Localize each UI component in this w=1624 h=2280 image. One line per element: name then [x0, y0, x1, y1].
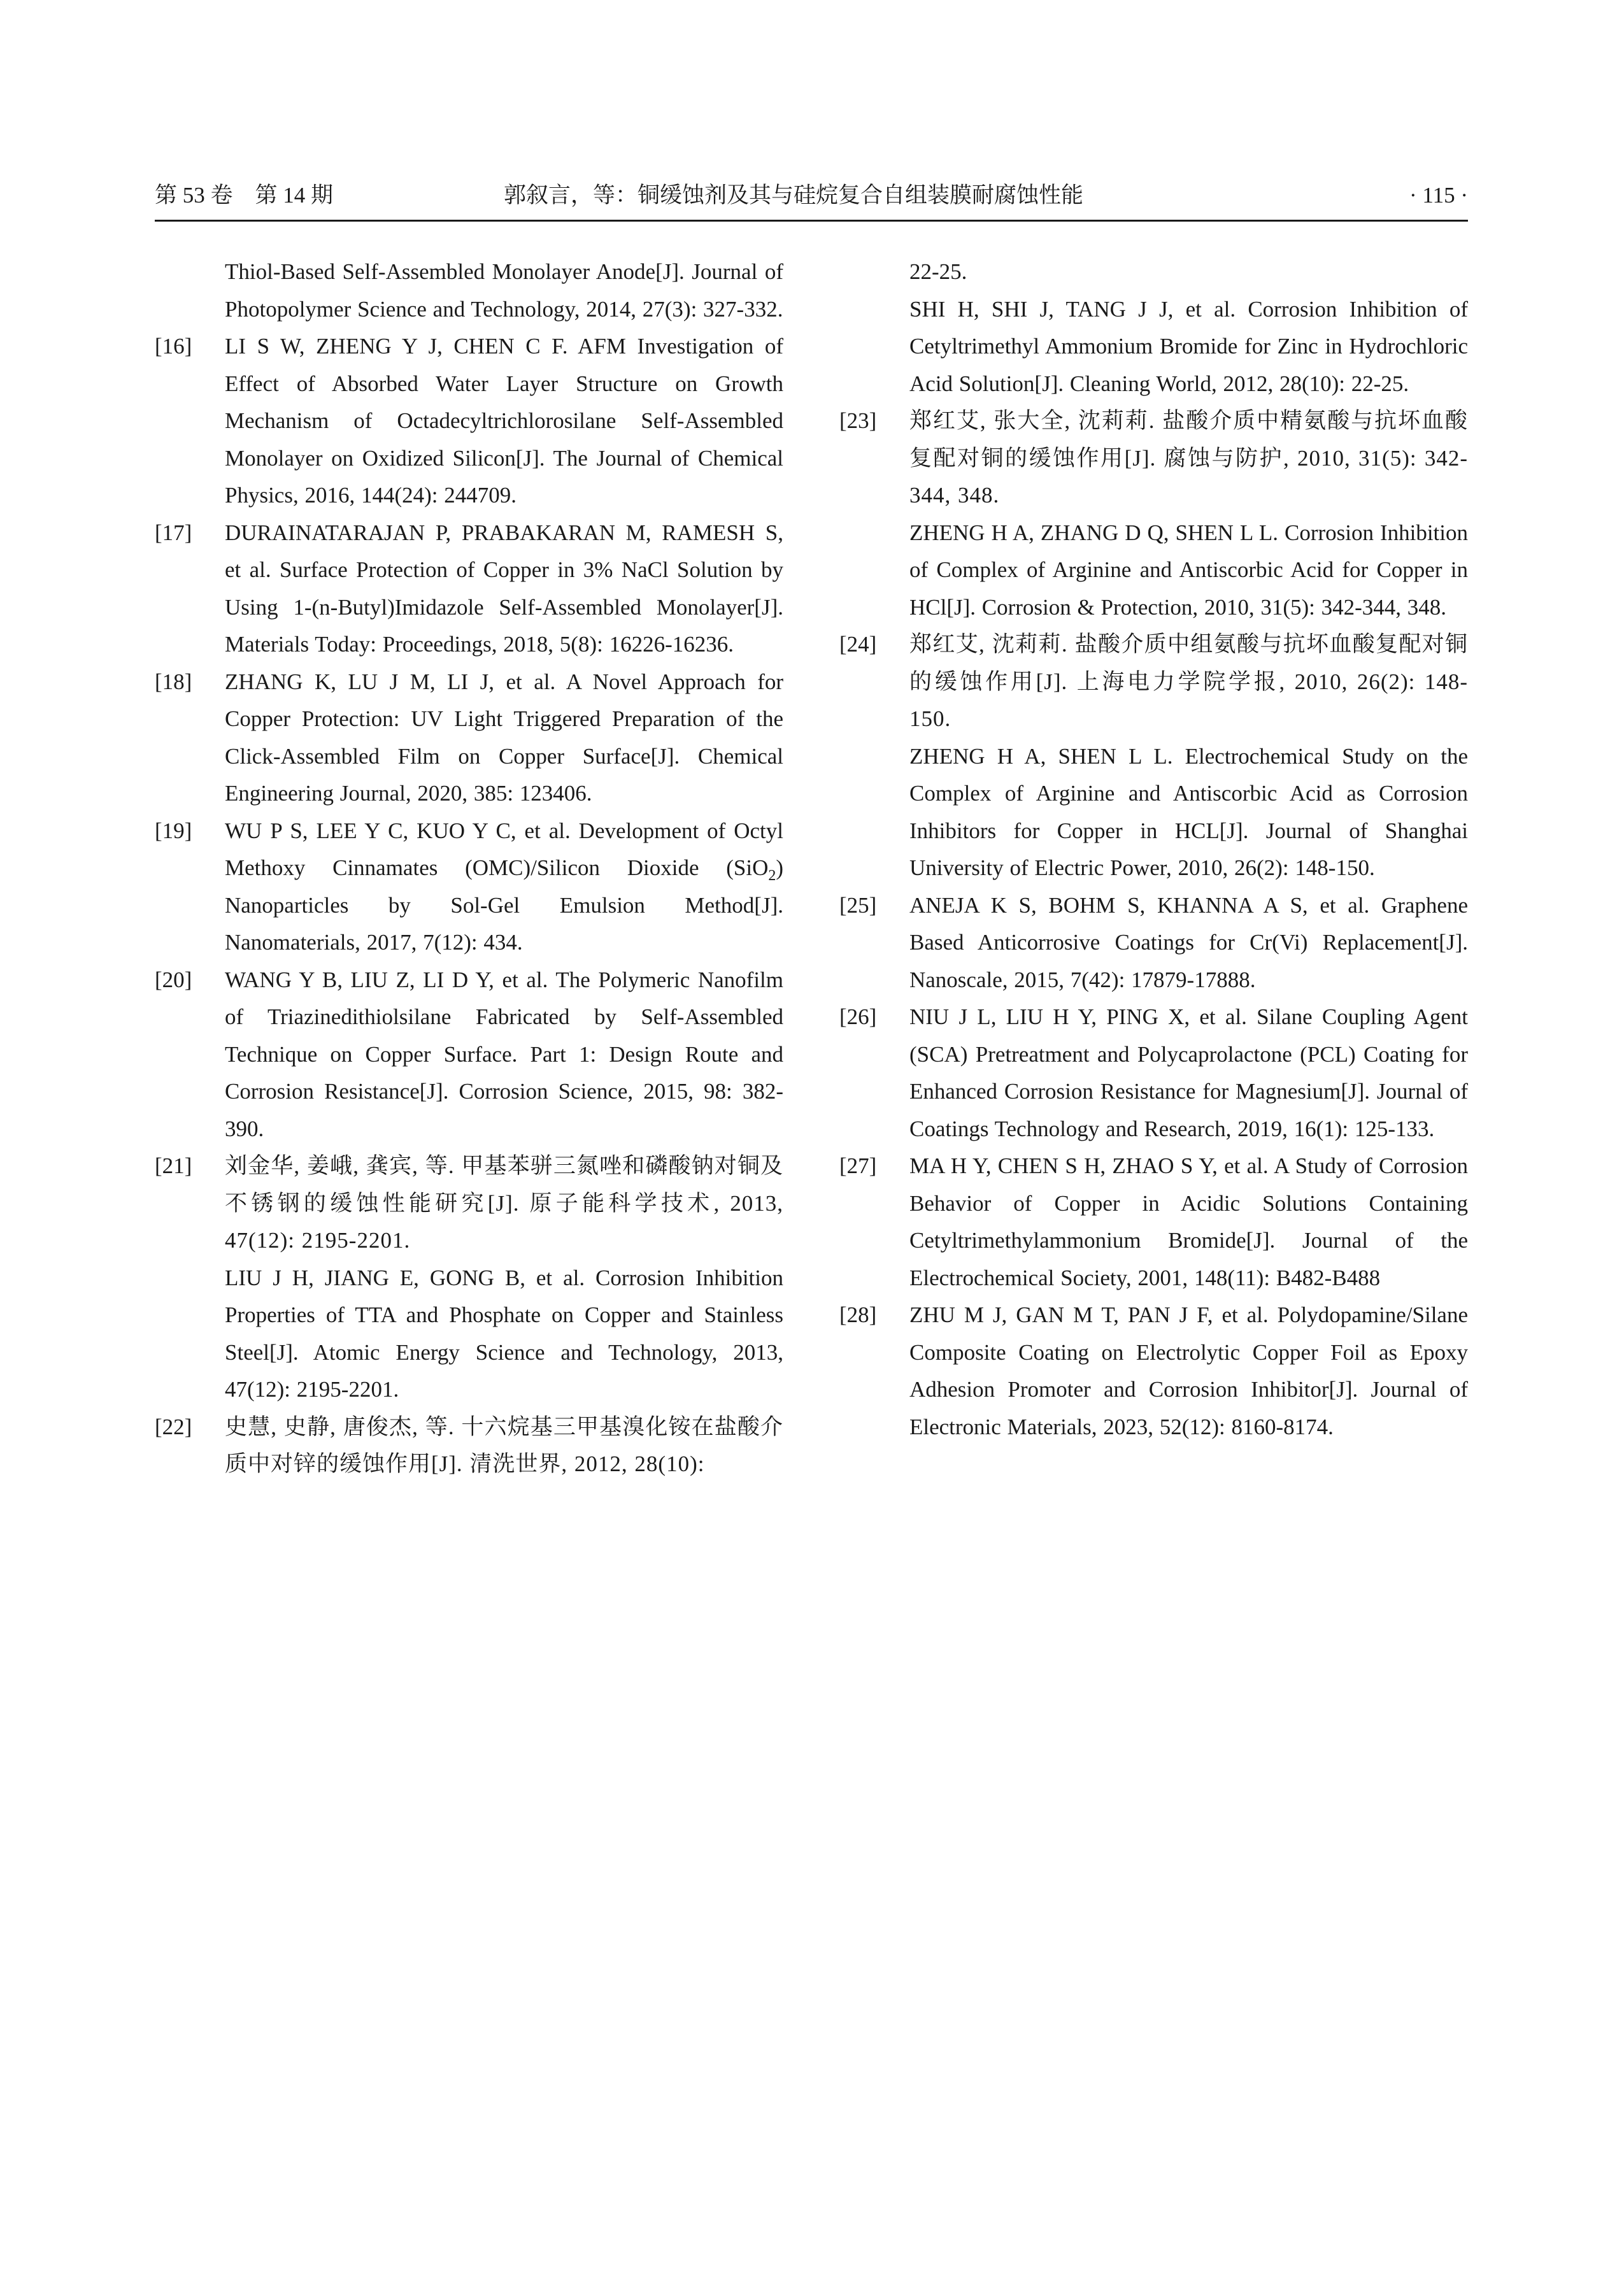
journal-volume-issue: 第 53 卷 第 14 期 — [155, 183, 334, 208]
reference-23 — [839, 403, 1468, 626]
reference-text: NIU J L, LIU H Y, PING X, et al. Silane Coupling Agent (SCA) Pretreatment and Polycaprolactone (PCL) Coating for Enhanced Corrosion Resistance for Magnesium[J]. Journal of Coatings Technology and Research, 2019, 16(1): 125-133. — [909, 1004, 1468, 1141]
reference-number: [19] — [155, 818, 192, 843]
reference-22 — [155, 1409, 783, 1483]
reference-text: MA H Y, CHEN S H, ZHAO S Y, et al. A Study of Corrosion Behavior of Copper in Acidic Solutions Containing Cetyltrimethylammonium Bromide[J]. Journal of the Electrochemical Society, 2001, 148(11): B482-B488 — [909, 1153, 1468, 1290]
reference-text-english: ZHENG H A, ZHANG D Q, SHEN L L. Corrosion Inhibition of Complex of Arginine and Antiscorbic Acid for Copper in HCl[J]. Corrosion & Protection, 2010, 31(5): 342-344, 348. — [909, 520, 1468, 620]
running-title: 郭叙言，等：铜缓蚀剂及其与硅烷复合自组装膜耐腐蚀性能 — [504, 183, 1084, 208]
reference-text-english: SHI H, SHI J, TANG J J, et al. Corrosion Inhibition of Cetyltrimethyl Ammonium Bromide for Zinc in Hydrochloric Acid Solution[J]. Cleaning World, 2012, 28(10): 22-25. — [909, 296, 1468, 396]
reference-20 — [155, 962, 783, 1148]
reference-number: [22] — [155, 1414, 192, 1439]
reference-24 — [839, 626, 1468, 887]
reference-text: WANG Y B, LIU Z, LI D Y, et al. The Polymeric Nanofilm of Triazinedithiolsilane Fabricated by Self-Assembled Technique on Copper Surface. Part 1: Design Route and Corrosion Resistance[J]. Corrosion Science, 2015, 98: 382-390. — [225, 967, 783, 1141]
reference-text — [225, 813, 783, 962]
reference-text-chinese: 郑红艾, 张大全, 沈莉莉. 盐酸介质中精氨酸与抗坏血酸复配对铜的缓蚀作用[J]. 腐蚀与防护, 2010, 31(5): 342-344, 348. — [909, 408, 1468, 508]
reference-text-part: ) Nanoparticles by Sol-Gel Emulsion Method[J]. Nanomaterials, 2017, 7(12): 434. — [225, 855, 783, 955]
reference-number: [16] — [155, 334, 192, 359]
reference-number: [20] — [155, 967, 192, 992]
reference-text: Thiol-Based Self-Assembled Monolayer Anode[J]. Journal of Photopolymer Science and Technology, 2014, 27(3): 327-332. — [225, 259, 783, 322]
reference-number: [21] — [155, 1153, 192, 1178]
reference-27 — [839, 1148, 1468, 1297]
reference-21 — [155, 1148, 783, 1409]
reference-text-chinese: 郑红艾, 沈莉莉. 盐酸介质中组氨酸与抗坏血酸复配对铜的缓蚀作用[J]. 上海电力学院学报, 2010, 26(2): 148-150. — [909, 632, 1468, 731]
reference-25 — [839, 887, 1468, 999]
reference-text-english: ZHENG H A, SHEN L L. Electrochemical Study on the Complex of Arginine and Antiscorbic Acid as Corrosion Inhibitors for Copper in HCL[J]. Journal of Shanghai University of Electric Power, 2010, 26(2): 148-150. — [909, 743, 1468, 880]
subscript-2: 2 — [768, 867, 776, 884]
reference-number: [24] — [839, 632, 877, 657]
reference-text-part: WU P S, LEE Y C, KUO Y C, et al. Development of Octyl Methoxy Cinnamates (OMC)/Silicon Dioxide (SiO — [225, 818, 783, 880]
reference-19 — [155, 813, 783, 962]
header-rule — [155, 220, 1468, 222]
reference-text-chinese: 史慧, 史静, 唐俊杰, 等. 十六烷基三甲基溴化铵在盐酸介质中对锌的缓蚀作用[J]. 清洗世界, 2012, 28(10): — [225, 1414, 783, 1476]
reference-text-english: LIU J H, JIANG E, GONG B, et al. Corrosion Inhibition Properties of TTA and Phosphate on Copper and Stainless Steel[J]. Atomic Energy Science and Technology, 2013, 47(12): 2195-2201. — [225, 1265, 783, 1402]
reference-number: [27] — [839, 1153, 877, 1178]
reference-17 — [155, 515, 783, 664]
reference-text: DURAINATARAJAN P, PRABAKARAN M, RAMESH S, et al. Surface Protection of Copper in 3% NaCl Solution by Using 1-(n-Butyl)Imidazole Self-Assembled Monolayer[J]. Materials Today: Proceedings, 2018, 5(8): 16226-16236. — [225, 520, 783, 657]
reference-22-continuation — [839, 253, 1468, 403]
page-number: · 115 · — [1409, 183, 1468, 208]
reference-number: [23] — [839, 408, 877, 433]
reference-number: [25] — [839, 892, 877, 918]
reference-text-chinese: 刘金华, 姜峨, 龚宾, 等. 甲基苯骈三氮唑和磷酸钠对铜及不锈钢的缓蚀性能研究[J]. 原子能科学技术, 2013, 47(12): 2195-2201. — [225, 1153, 783, 1253]
reference-number: [28] — [839, 1302, 877, 1327]
reference-number: [18] — [155, 669, 192, 694]
reference-text: ANEJA K S, BOHM S, KHANNA A S, et al. Graphene Based Anticorrosive Coatings for Cr(Vi) Replacement[J]. Nanoscale, 2015, 7(42): 17879-17888. — [909, 892, 1468, 992]
reference-18 — [155, 664, 783, 813]
reference-text-chinese: 22-25. — [909, 259, 967, 284]
reference-text: ZHU M J, GAN M T, PAN J F, et al. Polydopamine/Silane Composite Coating on Electrolytic Copper Foil as Epoxy Adhesion Promoter and Corrosion Inhibitor[J]. Journal of Electronic Materials, 2023, 52(12): 8160-8174. — [909, 1302, 1468, 1439]
reference-16 — [155, 328, 783, 515]
page-header — [155, 180, 1468, 211]
reference-28 — [839, 1297, 1468, 1446]
reference-column-right — [839, 253, 1468, 1446]
reference-continuation — [155, 253, 783, 328]
reference-column-left — [155, 253, 783, 1483]
reference-26 — [839, 999, 1468, 1148]
reference-text: ZHANG K, LU J M, LI J, et al. A Novel Approach for Copper Protection: UV Light Triggered Preparation of the Click-Assembled Film on Copper Surface[J]. Chemical Engineering Journal, 2020, 385: 123406. — [225, 669, 783, 806]
reference-number: [17] — [155, 520, 192, 545]
reference-number: [26] — [839, 1004, 877, 1029]
reference-text: LI S W, ZHENG Y J, CHEN C F. AFM Investigation of Effect of Absorbed Water Layer Structure on Growth Mechanism of Octadecyltrichlorosilane Self-Assembled Monolayer on Oxidized Silicon[J]. The Journal of Chemical Physics, 2016, 144(24): 244709. — [225, 334, 783, 508]
